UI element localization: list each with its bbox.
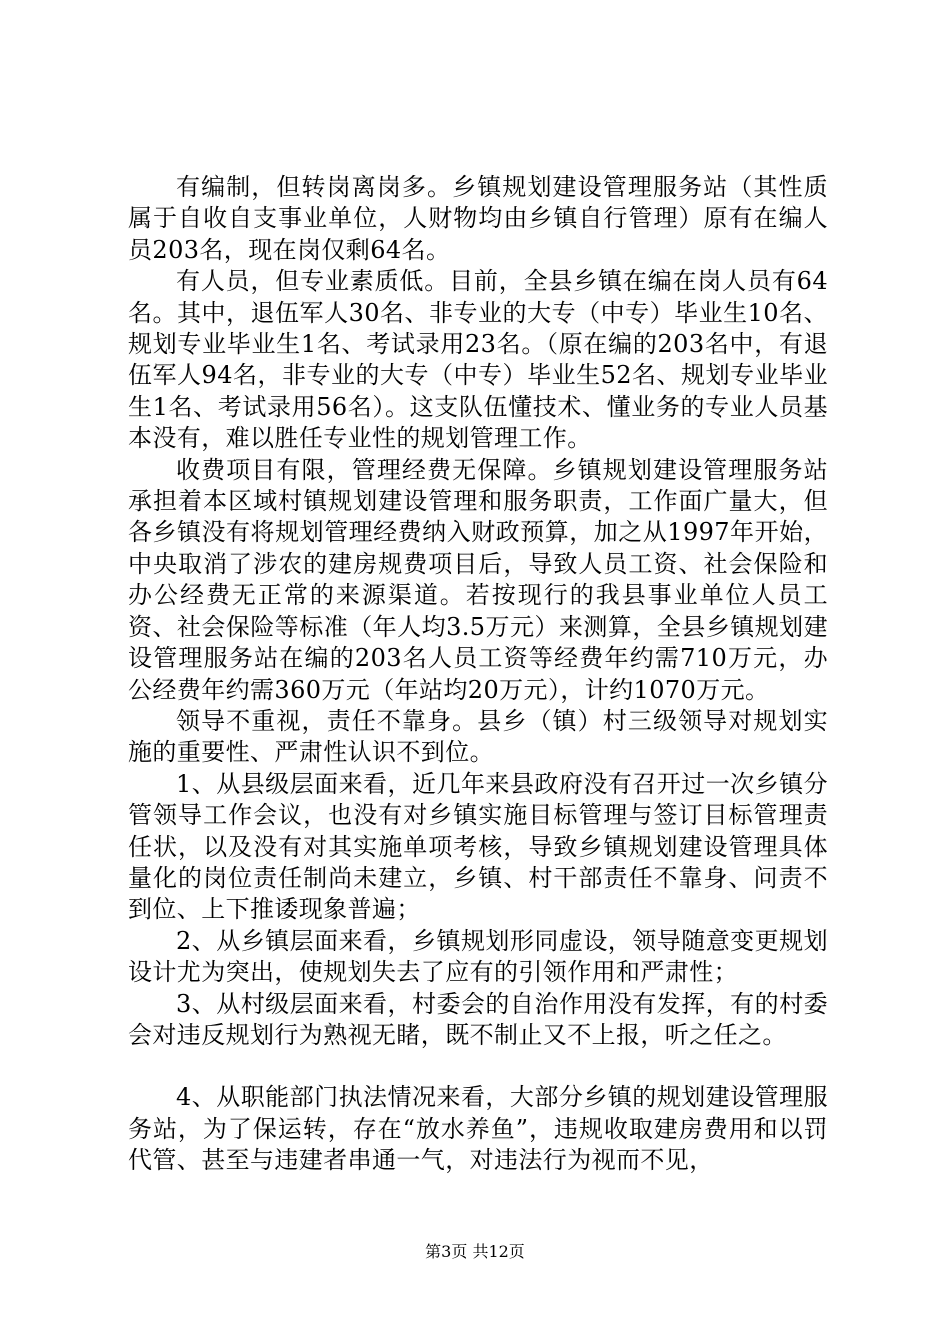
paragraph-county-level: 1、从县级层面来看，近几年来县政府没有召开过一次乡镇分管领导工作会议，也没有对乡镇实施目标管理与签订目标管理责任状，以及没有对其实施单项考核，导致乡镇规划建设管理具体量化的岗位责任制尚未建立，乡镇、村干部责任不靠身、问责不到位、上下推诿现象普遍；: [128, 769, 828, 924]
paragraph-personnel-quality: 有人员，但专业素质低。目前，全县乡镇在编在岗人员有64名。其中，退伍军人30名、非专业的大专（中专）毕业生10名、规划专业毕业生1名、考试录用23名。（原在编的203名中，有退伍军人94名，非专业的大专（中专）毕业生52名、规划专业毕业生1名、考试录用56名）。这支队伍懂技术、懂业务的专业人员基本没有，难以胜任专业性的规划管理工作。: [128, 267, 828, 453]
paragraph-town-level: 2、从乡镇层面来看，乡镇规划形同虚设，领导随意变更规划设计尤为突出，使规划失去了应有的引领作用和严肃性；: [128, 926, 828, 987]
paragraph-staffing: 有编制，但转岗离岗多。乡镇规划建设管理服务站（其性质属于自收自支事业单位，人财物均由乡镇自行管理）原有在编人员203名，现在岗仅剩64名。: [128, 173, 828, 264]
document-body: [128, 172, 828, 1177]
paragraph-funding: 收费项目有限，管理经费无保障。乡镇规划建设管理服务站承担着本区域村镇规划建设管理和服务职责，工作面广量大，但各乡镇没有将规划管理经费纳入财政预算，加之从1997年开始，中央取消了涉农的建房规费项目后，导致人员工资、社会保险和办公经费无正常的来源渠道。若按现行的我县事业单位人员工资、社会保险等标准（年人均3.5万元）来测算，全县乡镇规划建设管理服务站在编的203名人员工资等经费年约需710万元，办公经费年约需360万元（年站均20万元），计约1070万元。: [128, 455, 828, 704]
paragraph-village-level: 3、从村级层面来看，村委会的自治作用没有发挥，有的村委会对违反规划行为熟视无睹，既不制止又不上报，听之任之。: [128, 989, 828, 1049]
paragraph-enforcement: 4、从职能部门执法情况来看，大部分乡镇的规划建设管理服务站，为了保运转，存在“放水养鱼”，违规收取建房费用和以罚代管、甚至与违建者串通一气，对违法行为视而不见，: [128, 1083, 828, 1175]
page-number-footer: 第3页 共12页: [425, 1242, 525, 1261]
paragraph-leadership: 领导不重视，责任不靠身。县乡（镇）村三级领导对规划实施的重要性、严肃性认识不到位。: [128, 706, 828, 767]
